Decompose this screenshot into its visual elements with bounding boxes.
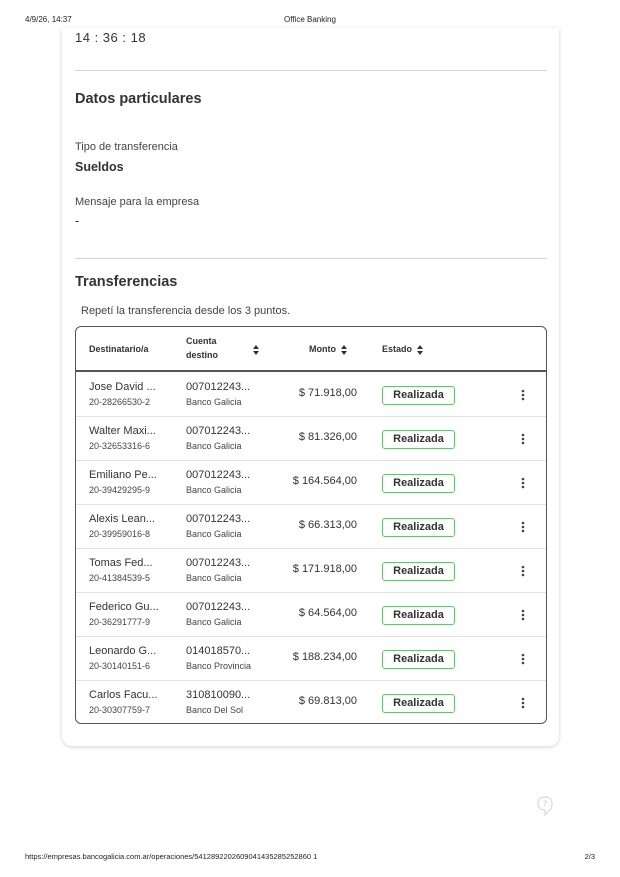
bank-name: Banco Galicia	[186, 573, 242, 583]
svg-text:?: ?	[542, 800, 548, 810]
bank-name: Banco Provincia	[186, 661, 252, 671]
recipient-cuit: 20-39959016-8	[89, 529, 151, 539]
column-status[interactable]	[382, 342, 423, 356]
recipient-cuit: 20-36291777-9	[89, 617, 151, 627]
table-header	[76, 327, 546, 372]
kebab-icon[interactable]	[516, 476, 530, 490]
sort-icon	[417, 345, 423, 355]
transfers-title: Transferencias	[75, 274, 178, 290]
account-number: 007012243...	[186, 557, 251, 569]
amount-value: $ 71.918,00	[298, 387, 357, 399]
transfer-type-label: Tipo de transferencia	[75, 141, 178, 153]
print-url: https://empresas.bancogalicia.com.ar/operaciones/5412892202609041435285252860 1	[25, 852, 318, 861]
table-row	[76, 505, 546, 549]
account-number: 007012243...	[186, 601, 251, 613]
kebab-icon[interactable]	[516, 388, 530, 402]
recipient-name: Federico Gu...	[89, 601, 159, 613]
column-account-label-1: Cuenta	[186, 336, 217, 346]
repeat-hint: Repetí la transferencia desde los 3 puntos.	[81, 305, 291, 317]
table-row	[76, 461, 546, 505]
recipient-name: Walter Maxi...	[89, 425, 156, 437]
bank-name: Banco Galicia	[186, 617, 242, 627]
operation-time: 14 : 36 : 18	[75, 30, 147, 45]
help-icon[interactable]	[535, 795, 555, 819]
status-badge: Realizada	[382, 474, 455, 493]
kebab-icon[interactable]	[516, 652, 530, 666]
recipient-name: Alexis Lean...	[89, 513, 156, 525]
amount-value: $ 81.326,00	[298, 431, 357, 443]
table-row	[76, 373, 546, 417]
amount-value: $ 69.813,00	[298, 695, 357, 707]
account-number: 014018570...	[186, 645, 251, 657]
divider	[75, 258, 547, 259]
bank-name: Banco Galicia	[186, 441, 242, 451]
recipient-cuit: 20-28266530-2	[89, 397, 151, 407]
amount-value: $ 188.234,00	[292, 651, 357, 663]
bank-name: Banco Galicia	[186, 485, 242, 495]
status-badge: Realizada	[382, 694, 455, 713]
account-number: 007012243...	[186, 513, 251, 525]
amount-value: $ 64.564,00	[298, 607, 357, 619]
recipient-cuit: 20-30307759-7	[89, 705, 151, 715]
recipient-name: Tomas Fed...	[89, 557, 153, 569]
sort-icon[interactable]	[253, 345, 259, 355]
column-amount-label: Monto	[309, 344, 336, 354]
message-label: Mensaje para la empresa	[75, 196, 200, 208]
print-page-number: 2/3	[584, 852, 595, 861]
recipient-name: Emiliano Pe...	[89, 469, 157, 481]
transfer-type-value: Sueldos	[75, 160, 124, 174]
print-footer	[0, 852, 620, 864]
sort-icon	[341, 345, 347, 355]
table-row	[76, 549, 546, 593]
print-title: Office Banking	[284, 15, 336, 24]
recipient-cuit: 20-39429295-9	[89, 485, 151, 495]
recipient-cuit: 20-32653316-6	[89, 441, 151, 451]
kebab-icon[interactable]	[516, 432, 530, 446]
recipient-name: Carlos Facu...	[89, 689, 158, 701]
print-header	[0, 15, 620, 27]
kebab-icon[interactable]	[516, 520, 530, 534]
status-badge: Realizada	[382, 386, 455, 405]
recipient-name: Jose David ...	[89, 381, 156, 393]
kebab-icon[interactable]	[516, 608, 530, 622]
column-account[interactable]	[186, 334, 218, 362]
bank-name: Banco Del Sol	[186, 705, 244, 715]
status-badge: Realizada	[382, 430, 455, 449]
account-number: 007012243...	[186, 381, 251, 393]
status-badge: Realizada	[382, 606, 455, 625]
amount-value: $ 164.564,00	[292, 475, 357, 487]
column-amount[interactable]	[309, 342, 347, 356]
divider	[75, 70, 547, 71]
account-number: 007012243...	[186, 425, 251, 437]
bank-name: Banco Galicia	[186, 529, 242, 539]
column-status-label: Estado	[382, 344, 413, 354]
recipient-name: Leonardo G...	[89, 645, 157, 657]
table-row	[76, 637, 546, 681]
status-badge: Realizada	[382, 518, 455, 537]
table-row	[76, 681, 546, 724]
amount-value: $ 171.918,00	[292, 563, 357, 575]
kebab-icon[interactable]	[516, 564, 530, 578]
transfer-detail-card	[62, 28, 559, 746]
column-recipient-label: Destinatario/a	[89, 344, 149, 354]
column-recipient[interactable]	[89, 342, 160, 356]
account-number: 310810090...	[186, 689, 251, 701]
column-account-label-2: destino	[186, 350, 219, 360]
message-value: -	[75, 214, 80, 228]
account-number: 007012243...	[186, 469, 251, 481]
recipient-cuit: 20-41384539-5	[89, 573, 151, 583]
particulars-title: Datos particulares	[75, 91, 202, 107]
table-row	[76, 417, 546, 461]
amount-value: $ 66.313,00	[298, 519, 357, 531]
recipient-cuit: 20-30140151-6	[89, 661, 151, 671]
status-badge: Realizada	[382, 562, 455, 581]
bank-name: Banco Galicia	[186, 397, 242, 407]
transfers-table	[75, 326, 547, 724]
print-date: 4/9/26, 14:37	[25, 15, 72, 24]
kebab-icon[interactable]	[516, 696, 530, 710]
table-row	[76, 593, 546, 637]
status-badge: Realizada	[382, 650, 455, 669]
